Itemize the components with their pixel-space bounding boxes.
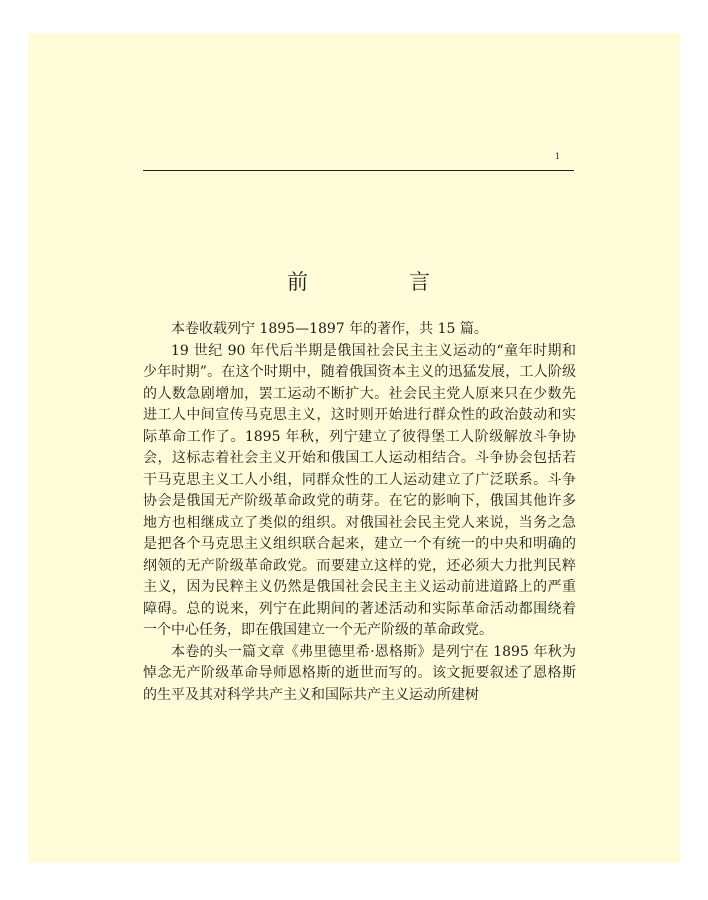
paragraph: 19 世纪 90 年代后半期是俄国社会民主主义运动的“童年时期和少年时期”。在这个时期中，随着俄国资本主义的迅猛发展，工人阶级的人数急剧增加，罢工运动不断扩大。社会民主党人原来只在少数先进工人中间宣传马克思主义，这时则开始进行群众性的政治鼓动和实际革命工作了。1895 年秋，列宁建立了彼得堡工人阶级解放斗争协会，这标志着社会主义开始和俄国工人运动相结合。斗争协会包括若干马克思主义工人小组，同群众性的工人运动建立了广泛联系。斗争协会是俄国无产阶级革命政党的萌芽。在它的影响下，俄国其他许多地方也相继成立了类似的组织。对俄国社会民主党人来说，当务之急是把各个马克思主义组织联合起来，建立一个有统一的中央和明确的纲领的无产阶级革命政党。而要建立这样的党，还必须大力批判民粹主义，因为民粹主义仍然是俄国社会民主主义运动前进道路上的严重障碍。总的说来，列宁在此期间的著述活动和实际革命活动都围绕着一个中心任务，即在俄国建立一个无产阶级的革命政党。 xyxy=(143,342,576,638)
chapter-title: 前 言 xyxy=(287,270,470,294)
body-text xyxy=(143,319,576,706)
page-number: 1 xyxy=(555,152,561,161)
paragraph: 本卷收载列宁 1895—1897 年的著作，共 15 篇。 xyxy=(171,321,488,337)
header-rule xyxy=(143,170,574,171)
paragraph: 本卷的头一篇文章《弗里德里希·恩格斯》是列宁在 1895 年秋为悼念无产阶级革命导师恩格斯的逝世而写的。该文扼要叙述了恩格斯的生平及其对科学共产主义和国际共产主义运动所建树 xyxy=(143,643,576,703)
